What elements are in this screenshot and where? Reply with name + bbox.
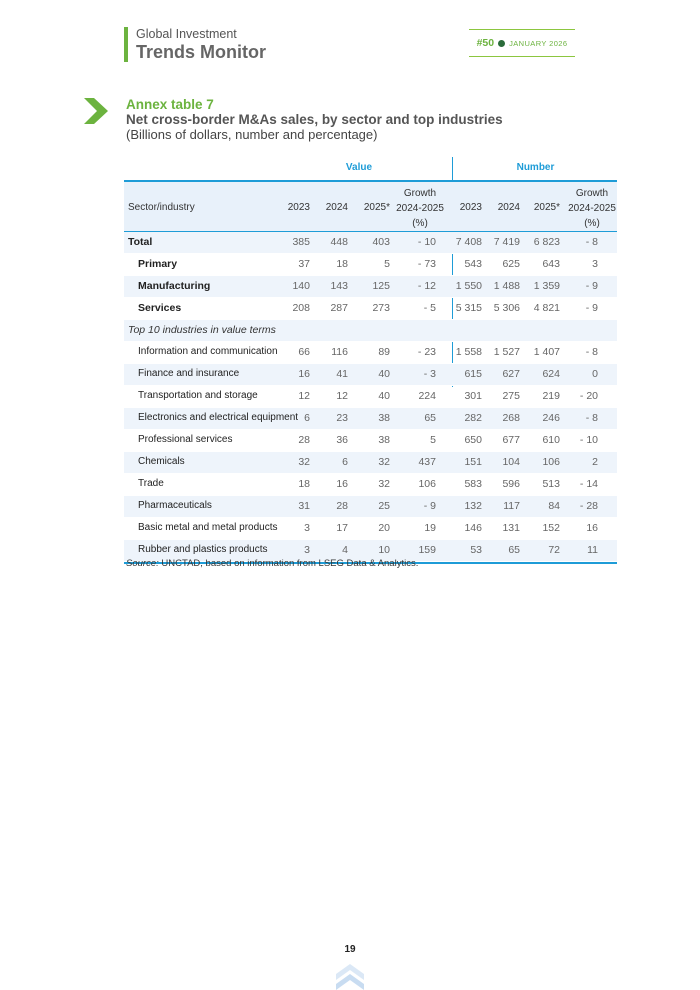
page-number: 19 — [344, 944, 356, 955]
table-row — [124, 254, 617, 276]
column-header-2024-number: 2024 — [497, 202, 520, 213]
table-cell: 25 — [378, 500, 390, 512]
table-cell: 31 — [298, 500, 310, 512]
table-cell: 3 — [592, 258, 598, 270]
table-cell: - 9 — [585, 280, 598, 292]
table-row — [124, 386, 617, 408]
table-cell: 143 — [330, 280, 348, 292]
table-cell: 66 — [298, 346, 310, 358]
table-cell: 5 306 — [493, 302, 520, 314]
table-row — [124, 320, 617, 342]
table-cell: 3 — [304, 522, 310, 534]
table-cell: 84 — [548, 500, 560, 512]
table-cell: 1 407 — [533, 346, 560, 358]
table-cell: 625 — [502, 258, 520, 270]
row-label: Primary — [138, 258, 178, 270]
row-label: Manufacturing — [138, 280, 211, 292]
table-cell: 0 — [592, 368, 598, 380]
table-cell: 583 — [464, 478, 482, 490]
column-header-2025-number: 2025* — [533, 202, 560, 213]
chevron-up-icon — [336, 964, 364, 990]
table-cell: 385 — [292, 236, 310, 248]
table-cell: - 8 — [585, 236, 598, 248]
table-cell: - 10 — [579, 434, 598, 446]
table-cell: 615 — [464, 368, 482, 380]
growth-line-1: Growth — [403, 188, 437, 199]
table-cell: 28 — [336, 500, 348, 512]
table-cell: 106 — [542, 456, 560, 468]
issue-number: #50 — [476, 37, 495, 49]
row-label: Information and communication — [138, 346, 278, 357]
table-cell: - 10 — [417, 236, 436, 248]
table-cell: 65 — [508, 544, 520, 556]
row-label: Basic metal and metal products — [138, 522, 278, 533]
table-cell: - 14 — [579, 478, 598, 490]
table-cell: 72 — [548, 544, 560, 556]
annex-title: Net cross-border M&As sales, by sector and top industries — [126, 112, 503, 127]
table-cell: 513 — [542, 478, 560, 490]
table-cell: - 8 — [585, 412, 598, 424]
brand-title: Trends Monitor — [136, 42, 266, 62]
table-cell: 17 — [336, 522, 348, 534]
source-note — [126, 558, 418, 569]
table-cell: 301 — [464, 390, 482, 402]
table-cell: 610 — [542, 434, 560, 446]
table-cell: 159 — [418, 544, 436, 556]
column-header-sector: Sector/industry — [128, 202, 195, 213]
brand-small-text: Global Investment — [136, 27, 237, 41]
table-cell: 19 — [424, 522, 436, 534]
group-header-number: Number — [516, 162, 555, 173]
annex-table — [124, 157, 617, 564]
table-cell: 596 — [502, 478, 520, 490]
table-row — [124, 408, 617, 430]
table-cell: - 73 — [417, 258, 436, 270]
table-cell: 287 — [330, 302, 348, 314]
table-cell: 38 — [378, 434, 390, 446]
column-header-2024: 2024 — [325, 202, 348, 213]
table-cell: 40 — [378, 368, 390, 380]
table-cell: 89 — [378, 346, 390, 358]
table-cell: - 3 — [423, 368, 436, 380]
table-cell: 32 — [378, 478, 390, 490]
table-cell: 6 — [342, 456, 348, 468]
table-cell: 3 — [304, 544, 310, 556]
table-cell: 32 — [378, 456, 390, 468]
table-cell: 4 821 — [533, 302, 560, 314]
table-cell: - 9 — [423, 500, 436, 512]
table-cell: 268 — [502, 412, 520, 424]
table-row — [124, 342, 617, 364]
table-cell: 273 — [372, 302, 390, 314]
table-cell: 650 — [464, 434, 482, 446]
issue-badge — [469, 29, 575, 57]
table-cell: 53 — [470, 544, 482, 556]
table-cell: 32 — [298, 456, 310, 468]
growth-line-2: 2024-2025 — [568, 203, 616, 214]
table-cell: 448 — [330, 236, 348, 248]
table-cell: 275 — [502, 390, 520, 402]
column-header-2023-number: 2023 — [459, 202, 482, 213]
table-cell: 6 — [304, 412, 310, 424]
table-cell: 10 — [378, 544, 390, 556]
table-cell: 627 — [502, 368, 520, 380]
table-row — [124, 430, 617, 452]
table-cell: 246 — [542, 412, 560, 424]
table-row — [124, 474, 617, 496]
table-cell: 1 359 — [533, 280, 560, 292]
table-cell: 16 — [336, 478, 348, 490]
table-row — [124, 518, 617, 540]
table-cell: 12 — [298, 390, 310, 402]
table-cell: 16 — [298, 368, 310, 380]
table-cell: - 5 — [423, 302, 436, 314]
table-cell: 624 — [542, 368, 560, 380]
table-cell: 1 488 — [493, 280, 520, 292]
table-cell: 677 — [502, 434, 520, 446]
table-row — [124, 276, 617, 298]
growth-line-1: Growth — [575, 188, 609, 199]
annex-subtitle: (Billions of dollars, number and percentage) — [126, 127, 378, 142]
table-cell: 132 — [464, 500, 482, 512]
table-cell: 7 408 — [455, 236, 482, 248]
row-label: Electronics and electrical equipment — [138, 412, 299, 423]
table-cell: 543 — [464, 258, 482, 270]
table-cell: 146 — [464, 522, 482, 534]
table-cell: 125 — [372, 280, 390, 292]
row-label: Transportation and storage — [138, 390, 258, 401]
table-cell: - 12 — [417, 280, 436, 292]
growth-line-3: (%) — [412, 218, 428, 229]
row-label: Finance and insurance — [138, 368, 240, 379]
table-cell: - 28 — [579, 500, 598, 512]
table-cell: 1 558 — [455, 346, 482, 358]
table-cell: - 23 — [417, 346, 436, 358]
table-cell: - 9 — [585, 302, 598, 314]
table-cell: 437 — [418, 456, 436, 468]
table-cell: 18 — [298, 478, 310, 490]
table-cell: 1 527 — [493, 346, 520, 358]
table-cell: 65 — [424, 412, 436, 424]
table-cell: 282 — [464, 412, 482, 424]
table-cell: 116 — [331, 346, 348, 358]
row-label: Chemicals — [138, 456, 185, 467]
row-label: Services — [138, 302, 182, 314]
table-cell: 2 — [592, 456, 598, 468]
row-label: Top 10 industries in value terms — [128, 324, 276, 336]
row-label: Rubber and plastics products — [138, 544, 268, 555]
issue-date: JANUARY 2026 — [509, 38, 568, 48]
row-label: Total — [128, 236, 153, 248]
column-header-2023: 2023 — [287, 202, 310, 213]
table-cell: 140 — [292, 280, 310, 292]
table-row — [124, 364, 617, 386]
table-cell: - 20 — [579, 390, 598, 402]
column-header-2025: 2025* — [363, 202, 390, 213]
table-cell: 224 — [418, 390, 436, 402]
table-cell: 7 419 — [493, 236, 520, 248]
table-body — [124, 232, 617, 562]
table-cell: 40 — [378, 390, 390, 402]
table-cell: 20 — [378, 522, 390, 534]
column-header-growth-number — [564, 186, 620, 231]
source-text: UNCTAD, based on information from LSEG Data & Analytics. — [158, 558, 419, 569]
table-cell: 106 — [418, 478, 436, 490]
chevron-right-icon — [84, 98, 108, 124]
table-cell: 117 — [503, 500, 520, 512]
table-cell: - 8 — [585, 346, 598, 358]
brand-block — [124, 27, 266, 62]
table-cell: 219 — [542, 390, 560, 402]
annex-label: Annex table 7 — [126, 97, 214, 112]
table-cell: 28 — [298, 434, 310, 446]
table-cell: 16 — [586, 522, 598, 534]
table-cell: 5 — [430, 434, 436, 446]
table-cell: 208 — [292, 302, 310, 314]
table-cell: 38 — [378, 412, 390, 424]
group-header-value: Value — [345, 162, 373, 173]
table-cell: 151 — [464, 456, 482, 468]
table-cell: 1 550 — [455, 280, 482, 292]
table-cell: 152 — [542, 522, 560, 534]
table-cell: 104 — [502, 456, 520, 468]
table-cell: 12 — [336, 390, 348, 402]
table-row — [124, 496, 617, 518]
table-cell: 11 — [587, 544, 598, 556]
table-cell: 5 315 — [455, 302, 482, 314]
table-cell: 643 — [542, 258, 560, 270]
growth-line-2: 2024-2025 — [396, 203, 444, 214]
source-label: Source: — [126, 558, 159, 569]
table-cell: 41 — [336, 368, 348, 380]
growth-line-3: (%) — [584, 218, 600, 229]
table-cell: 6 823 — [533, 236, 560, 248]
column-header-row — [124, 180, 617, 232]
row-label: Pharmaceuticals — [138, 500, 212, 511]
table-row — [124, 232, 617, 254]
table-cell: 5 — [384, 258, 390, 270]
table-cell: 37 — [298, 258, 310, 270]
table-cell: 4 — [342, 544, 348, 556]
table-cell: 23 — [336, 412, 348, 424]
row-label: Trade — [138, 478, 164, 489]
column-header-growth-value — [392, 186, 448, 231]
table-cell: 18 — [336, 258, 348, 270]
table-cell: 36 — [336, 434, 348, 446]
table-cell: 131 — [502, 522, 520, 534]
table-row — [124, 298, 617, 320]
group-header-row — [124, 157, 617, 180]
table-cell: 403 — [372, 236, 390, 248]
table-row — [124, 452, 617, 474]
dot-icon — [498, 40, 505, 47]
row-label: Professional services — [138, 434, 233, 445]
